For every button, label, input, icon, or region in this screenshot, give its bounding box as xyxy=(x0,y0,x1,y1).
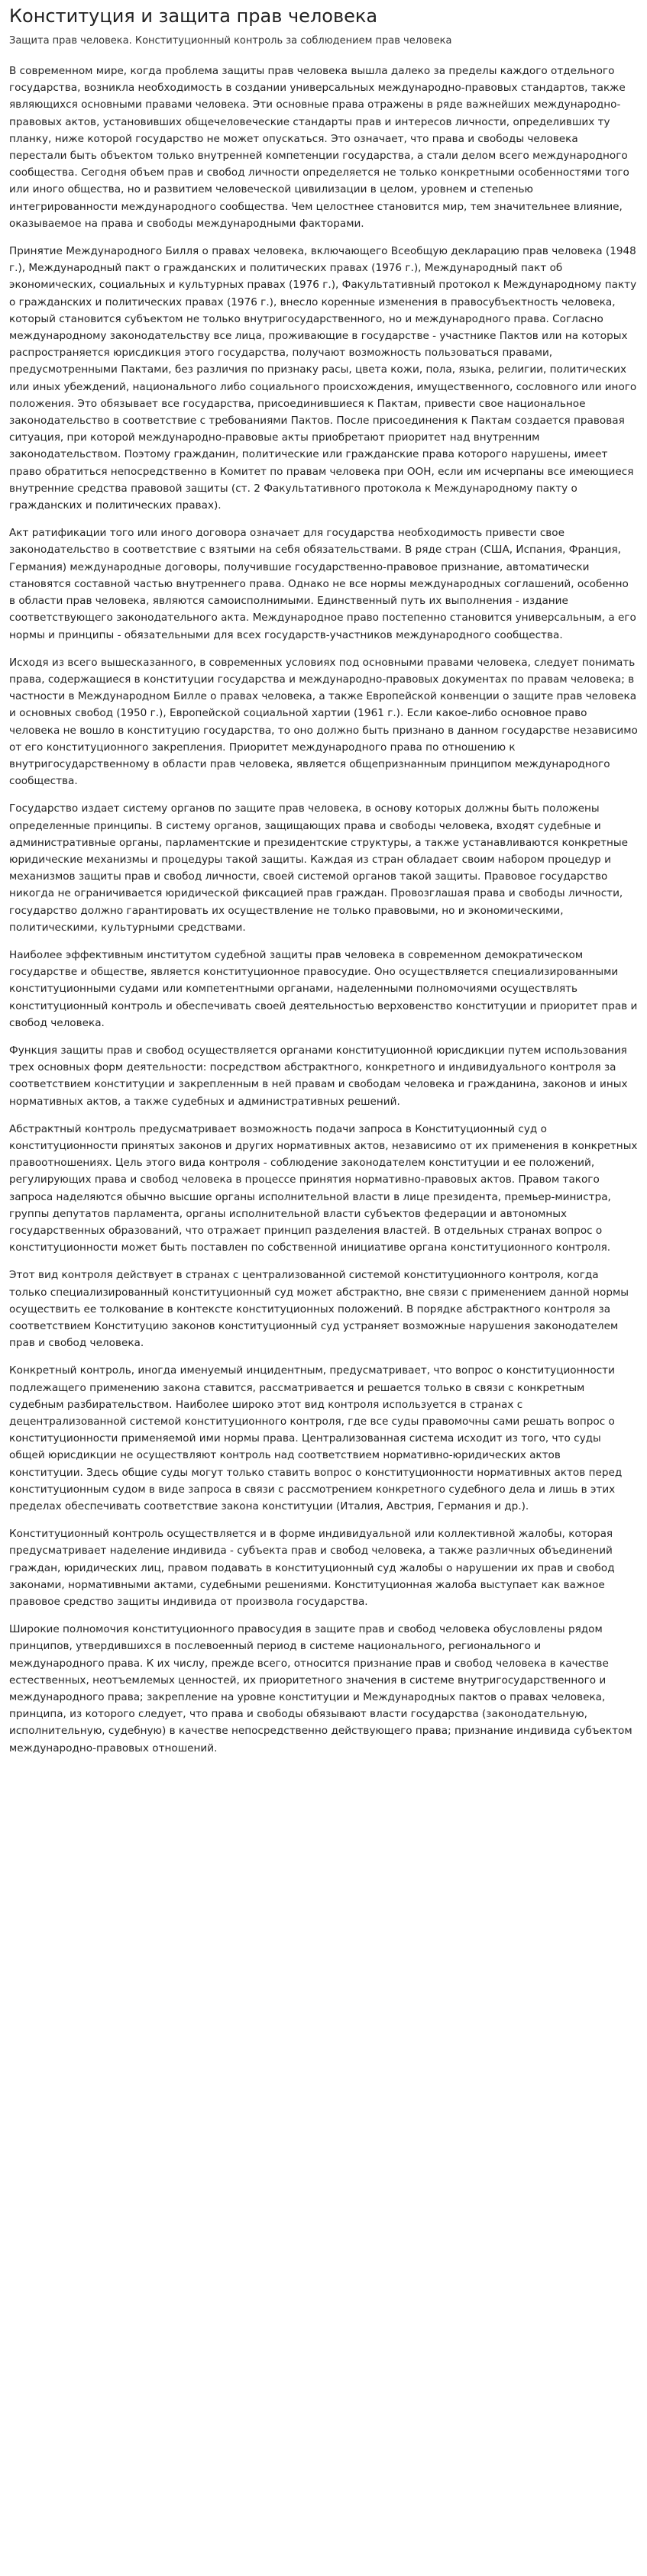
article-paragraph: Акт ратификации того или иного договора означает для государства необходимость привести свое законодательство в соответствие с взятыми на себя обязательствами. В ряде стран (США, Испания, Франция, Германия) международные договоры, получившие государственно-правовое признание, автоматически становятся составной частью внутреннего права. Однако не все нормы международных соглашений, особенно в области прав человека, являются самоисполнимыми. Единственный путь их выполнения - издание соответствующего законодательного акта. Международное право постепенно становится универсальным, а его нормы и принципы - обязательными для всех государств-участников международного сообщества. xyxy=(9,527,636,641)
article-paragraph: В современном мире, когда проблема защиты прав человека вышла далеко за пределы каждого отдельного государства, возникла необходимость в создании универсальных международно-правовых стандартов, также являющихся основными правами человека. Эти основные права отражены в ряде важнейших международно-правовых актов, установивших общечеловеческие стандарты прав и интересов личности, определивших ту планку, ниже которой государство не может опускаться. Это означает, что права и свободы человека перестали быть объектом только внутренней компетенции государства, а стали делом всего международного сообщества. Сегодня объем прав и свобод личности определяется не только конкретными особенностями того или иного общества, но и развитием человеческой цивилизации в целом, уровнем и степенью интегрированности международного сообщества. Чем целостнее становится мир, тем значительнее влияние, оказываемое на права и свободы международными факторами. xyxy=(9,65,629,230)
article-paragraph: Этот вид контроля действует в странах с централизованной системой конституционного контроля, когда только специализированный конституционный суд может абстрактно, вне связи с применением данной нормы осуществить ее толкование в контексте конституционных положений. В порядке абстрактного контроля за соответствием Конституцию законов конституционный суд устраняет возможные нарушения законодателем прав и свобод человека. xyxy=(9,1269,629,1350)
article-paragraph: Исходя из всего вышесказанного, в современных условиях под основными правами человека, следует понимать права, содержащиеся в конституции государства и международно-правовых документах по правам человека; в частности в Международном Билле о правах человека, а также Европейской конвенции о защите прав человека и основных свобод (1950 г.), Европейской социальной хартии (1961 г.). Если какое-либо основное право человека не вошло в конституцию государства, то оно должно быть признано в данном государстве независимо от его конституционного закрепления. Приоритет международного права по отношению к внутригосударственному в области прав человека, является общепризнанным принципом международного сообщества. xyxy=(9,656,638,788)
article-paragraph: Государство издает систему органов по защите прав человека, в основу которых должны быть положены определенные принципы. В систему органов, защищающих права и свободы человека, входят судебные и административные органы, парламентские и президентские структуры, а также устанавливаются конкретные юридические механизмы и процедуры такой защиты. Каждая из стран обладает своим набором процедур и механизмов защиты прав и свобод личности, своей системой органов такой защиты. Правовое государство никогда не ограничивается юридической фиксацией прав граждан. Провозглашая права и свободы личности, государство должно гарантировать их осуществление не только правовыми, но и экономическими, политическими, культурными средствами. xyxy=(9,802,629,934)
article-paragraph: Принятие Международного Билля о правах человека, включающего Всеобщую декларацию прав человека (1948 г.), Международный пакт о гражданских и политических правах (1976 г.), Международный пакт об экономических, социальных и культурных правах (1976 г.), Факультативный протокол к Международному пакту о гражданских и политических правах (1976 г.), внесло коренные изменения в правосубъектность человека, который становится субъектом не только внутригосударственного, но и международного права. Согласно международному законодательству все лица, проживающие в государстве - участнике Пактов или на которых распространяется юрисдикция этого государства, получают возможность пользоваться правами, предусмотренными Пактами, без различия по признаку расы, цвета кожи, пола, языка, религии, политических или иных убеждений, национального либо социального происхождения, имущественного, сословного или иного положения. Это обязывает все государства, присоединившиеся к Пактам, привести свое национальное законодательство в соответствие с требованиями Пактов. После присоединения к Пактам создается правовая ситуация, при которой международно-правовые акты приобретают приоритет над внутренним законодательством. Поэтому гражданин, политические или гражданские права которого нарушены, имеет право обратиться непосредственно в Комитет по правам человека при ООН, если им исчерпаны все имеющиеся внутренние средства правовой защиты (ст. 2 Факультативного протокола к Международному пакту о гражданских и политических правах). xyxy=(9,245,637,512)
article-paragraph: Конституционный контроль осуществляется и в форме индивидуальной или коллективной жалобы, которая предусматривает наделение индивида - субъекта прав и свобод человека, а также различных объединений граждан, юридических лиц, правом подавать в конституционный суд жалобы о нарушении их прав и свобод законами, нормативными актами, судебными решениями. Конституционная жалоба выступает как важное правовое средство защиты индивида от произвола государства. xyxy=(9,1528,615,1609)
article-body xyxy=(9,63,638,1757)
article-subtitle: Защита прав человека. Конституционный контроль за соблюдением прав человека xyxy=(9,35,452,47)
article-paragraph: Конкретный контроль, иногда именуемый инцидентным, предусматривает, что вопрос о конституционности подлежащего применению закона ставится, рассматривается и решается только в связи с конкретным судебным разбирательством. Наиболее широко этот вид контроля используется в странах с децентрализованной системой конституционного контроля, где все суды правомочны сами решать вопрос о конституционности применяемой ими нормы права. Централизованная система исходит из того, что суды общей юрисдикции не осуществляют контроль над соответствием нормативно-юридических актов конституции. Здесь общие суды могут только ставить вопрос о конституционности нормативных актов перед конституционным судом в виде запроса в связи с рассмотрением конкретного судебного дела и лишь в этих пределах обеспечивать соответствие закона конституции (Италия, Австрия, Германия и др.). xyxy=(9,1364,623,1513)
article-paragraph: Абстрактный контроль предусматривает возможность подачи запроса в Конституционный суд о конституционности принятых законов и других нормативных актов, независимо от их применения в конкретных правоотношениях. Цель этого вида контроля - соблюдение законодателем конституции и ее положений, регулирующих права и свобод человека в процессе принятия нормативно-правовых актов. Правом такого запроса наделяются обычно высшие органы исполнительной власти в лице президента, премьер-министра, группы депутатов парламента, органы исполнительной власти субъектов федерации и автономных государственных образований, что отражает принцип разделения властей. В отдельных странах вопрос о конституционности может быть поставлен по собственной инициативе органа конституционного контроля. xyxy=(9,1122,638,1254)
article-paragraph: Широкие полномочия конституционного правосудия в защите прав и свобод человека обусловлены рядом принципов, утвердившихся в послевоенный период в системе национального, регионального и международного права. К их числу, прежде всего, относится признание прав и свобод человека в качестве естественных, неотъемлемых ценностей, их приоритетного значения в системе внутригосударственного и международного права; закрепление на уровне конституции и Международных пактов о правах человека, принципа, из которого следует, что права и свободы обязывают власти государства (законодательную, исполнительную, судебную) в качестве непосредственно действующего права; признание индивида субъектом международно-правовых отношений. xyxy=(9,1623,632,1754)
article-paragraph: Наиболее эффективным институтом судебной защиты прав человека в современном демократическом государстве и обществе, является конституционное правосудие. Оно осуществляется специализированными конституционными судами или компетентными органами, наделенными полномочиями осуществлять конституционный контроль и обеспечивать своей деятельностью верховенство конституции и приоритет прав и свобод человека. xyxy=(9,948,638,1029)
article-title: Конституция и защита прав человека xyxy=(9,5,378,27)
article-paragraph: Функция защиты прав и свобод осуществляется органами конституционной юрисдикции путем использования трех основных форм деятельности: посредством абстрактного, конкретного и индивидуального контроля за соответствием конституции и закрепленным в ней правам и свободам человека и гражданина, законов и иных нормативных актов, а также судебных и административных решений. xyxy=(9,1044,628,1108)
